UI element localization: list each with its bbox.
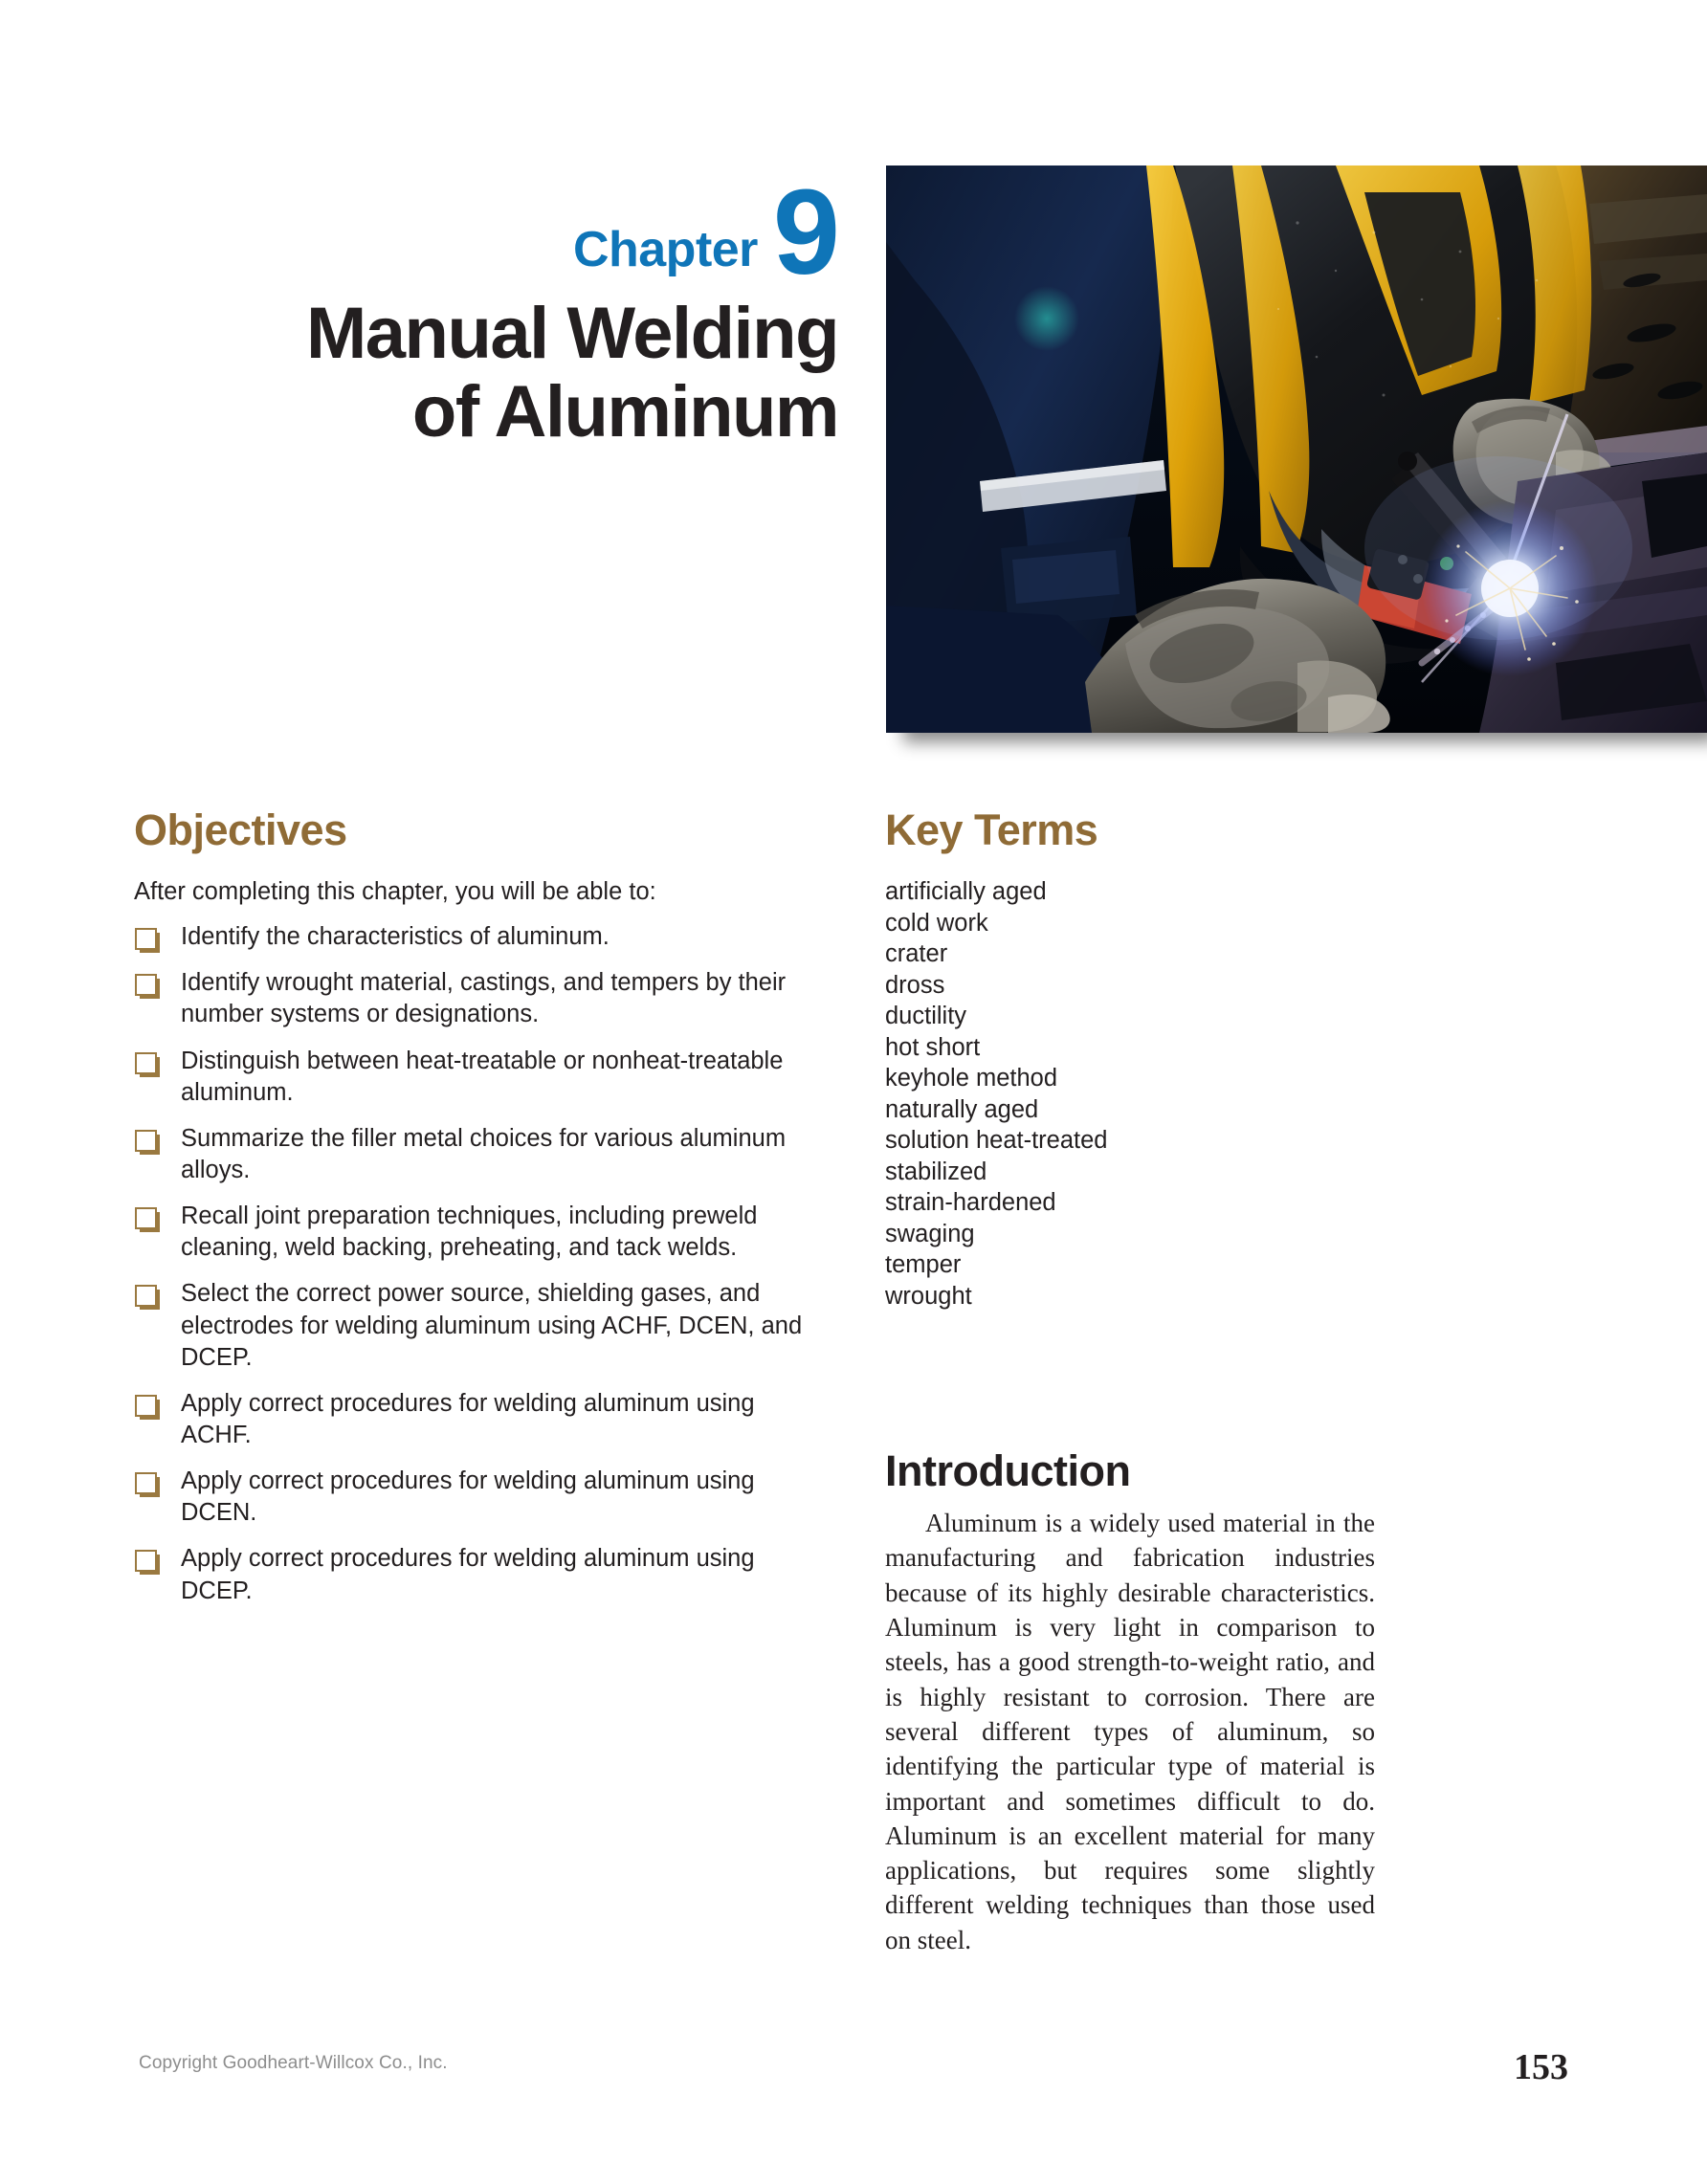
list-item <box>134 1543 823 1606</box>
checkbox-square-icon <box>135 1550 157 1572</box>
checkbox-square-icon <box>135 928 157 950</box>
list-item: stabilized <box>885 1158 987 1185</box>
objectives-section <box>134 805 823 1621</box>
objective-text: Identify the characteristics of aluminum. <box>181 923 610 951</box>
key-terms-section <box>885 805 1421 1312</box>
checkbox-square-icon <box>135 974 157 996</box>
objectives-heading: Objectives <box>134 805 347 854</box>
page-title-line-1: Manual Welding <box>305 293 838 374</box>
objective-text: Apply correct procedures for welding aluminum using DCEP. <box>181 1545 755 1604</box>
introduction-body-text: Aluminum is a widely used material in the manufacturing and fabrication industries because of its highly desirable characteristics. Aluminum is very light in comparison to steels, has a good strength-to-weight ratio, and is highly resistant to corrosion. There are several different types of aluminum, so identifying the particular type of material is important and sometimes difficult to do. Aluminum is an excellent material for many applications, but requires some slightly different welding techniques than those used on steel. <box>885 1509 1375 1954</box>
page-title-line-2: of Aluminum <box>411 371 838 453</box>
list-item: swaging <box>885 1220 975 1247</box>
list-item: dross <box>885 971 945 999</box>
list-item: naturally aged <box>885 1095 1039 1123</box>
list-item: solution heat-treated <box>885 1127 1108 1154</box>
list-item <box>134 1278 823 1373</box>
list-item: artificially aged <box>885 878 1047 905</box>
objective-text: Select the correct power source, shielding gases, and electrodes for welding aluminum using ACHF, DCEN, and DCEP. <box>181 1280 803 1371</box>
list-item <box>134 1123 823 1186</box>
introduction-heading: Introduction <box>885 1446 1131 1495</box>
checkbox-square-icon <box>135 1472 157 1494</box>
list-item <box>134 1388 823 1451</box>
objectives-intro-text: After completing this chapter, you will be able to: <box>134 878 656 905</box>
chapter-title-block <box>115 165 838 453</box>
objectives-list <box>134 921 823 1607</box>
list-item <box>134 921 823 953</box>
objective-text: Identify wrought material, castings, and tempers by their number systems or designations. <box>181 969 787 1028</box>
chapter-number: 9 <box>772 165 838 299</box>
checkbox-square-icon <box>135 1207 157 1229</box>
checkbox-square-icon <box>135 1130 157 1152</box>
list-item <box>134 1466 823 1529</box>
objective-text: Apply correct procedures for welding aluminum using ACHF. <box>181 1389 755 1448</box>
page-number: 153 <box>1514 2047 1568 2087</box>
chapter-label-line <box>115 165 838 299</box>
key-terms-heading: Key Terms <box>885 805 1098 854</box>
key-terms-list <box>885 876 1421 1312</box>
welding-photo-illustration <box>886 165 1707 733</box>
list-item: ductility <box>885 1003 967 1029</box>
list-item <box>134 1201 823 1264</box>
list-item: cold work <box>885 909 988 937</box>
chapter-word: Chapter <box>572 222 758 277</box>
checkbox-square-icon <box>135 1395 157 1417</box>
list-item: hot short <box>885 1033 981 1061</box>
checkbox-square-icon <box>135 1285 157 1307</box>
list-item: keyhole method <box>885 1065 1058 1092</box>
objective-text: Summarize the filler metal choices for various aluminum alloys. <box>181 1124 787 1183</box>
list-item: crater <box>885 940 948 967</box>
copyright-notice: Copyright Goodheart-Willcox Co., Inc. <box>139 2053 448 2073</box>
list-item: temper <box>885 1251 962 1278</box>
introduction-section <box>885 1446 1375 1957</box>
list-item <box>134 967 823 1030</box>
chapter-opener-photo <box>886 165 1707 733</box>
objective-text: Distinguish between heat-treatable or nonheat-treatable aluminum. <box>181 1047 784 1106</box>
list-item <box>134 1046 823 1109</box>
checkbox-square-icon <box>135 1052 157 1074</box>
list-item: strain-hardened <box>885 1189 1056 1216</box>
objective-text: Recall joint preparation techniques, including preweld cleaning, weld backing, preheating, and tack welds. <box>181 1202 758 1262</box>
list-item: wrought <box>885 1282 972 1310</box>
objective-text: Apply correct procedures for welding aluminum using DCEN. <box>181 1467 755 1527</box>
